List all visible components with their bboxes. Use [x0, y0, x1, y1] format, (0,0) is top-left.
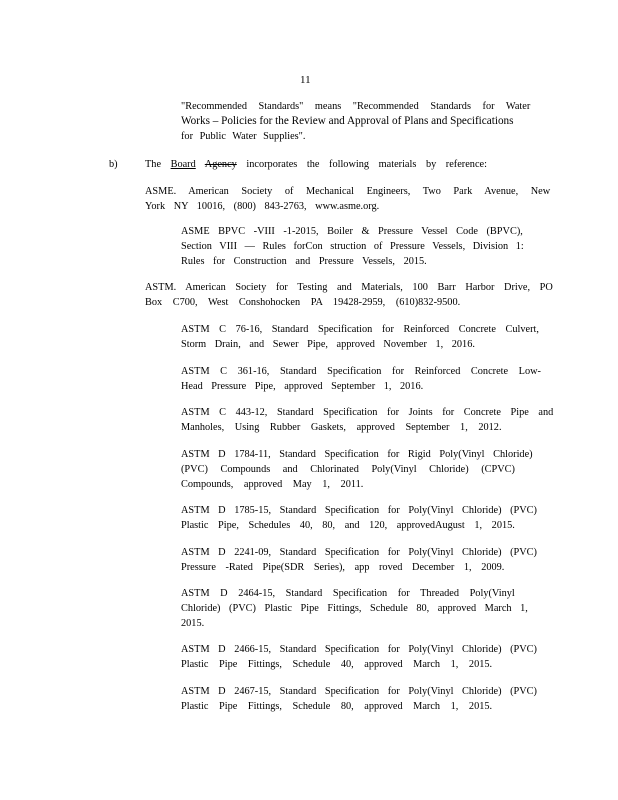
source-line: ASME. American Society of Mechanical Engineers, Two Park Avenue, New: [145, 186, 551, 197]
astm-entry: [181, 447, 536, 492]
page-number: 11: [300, 74, 311, 86]
astm-entry: [181, 684, 536, 714]
entry-line: ASTM C 443-12, Standard Specification for Joints for Concrete Pipe and: [181, 407, 554, 418]
entry-line: Plastic Pipe, Schedules 40, 80, and 120, approvedAugust 1, 2015.: [181, 520, 515, 531]
entry-line: Storm Drain, and Sewer Pipe, approved November 1, 2016.: [181, 339, 475, 350]
entry-line: ASME BPVC -VIII -1-2015, Boiler & Pressure Vessel Code (BPVC),: [181, 226, 523, 237]
entry-line: ASTM D 2466-15, Standard Specification for Poly(Vinyl Chloride) (PVC): [181, 644, 537, 655]
inserted-text-board: Board: [170, 159, 196, 170]
entry-line: ASTM D 2467-15, Standard Specification for Poly(Vinyl Chloride) (PVC): [181, 686, 537, 697]
entry-line: Rules for Construction and Pressure Vessels, 2015.: [181, 256, 427, 267]
entry-line: Head Pressure Pipe, approved September 1, 2016.: [181, 381, 424, 392]
entry-line: Plastic Pipe Fittings, Schedule 80, approved March 1, 2015.: [181, 701, 493, 712]
asme-entry: [181, 224, 524, 269]
entry-line: ASTM C 361-16, Standard Specification for Reinforced Concrete Low-: [181, 366, 541, 377]
recommended-standards-definition: [181, 99, 536, 144]
entry-line: (PVC) Compounds and Chlorinated Poly(Vinyl Chloride) (CPVC): [181, 464, 515, 475]
entry-line: Pressure -Rated Pipe(SDR Series), app roved December 1, 2009.: [181, 562, 505, 573]
astm-entry: [181, 405, 554, 435]
entry-line: ASTM C 76-16, Standard Specification for Reinforced Concrete Culvert,: [181, 324, 539, 335]
definition-line: "Recommended Standards" means "Recommended Standards for Water: [181, 101, 531, 112]
entry-line: ASTM D 2241-09, Standard Specification for Poly(Vinyl Chloride) (PVC): [181, 547, 537, 558]
astm-entry: [181, 642, 536, 672]
entry-line: ASTM D 2464-15, Standard Specification for Threaded Poly(Vinyl: [181, 588, 515, 599]
astm-entry: [181, 586, 536, 631]
intro-rest: incorporates the following materials by reference:: [246, 159, 487, 170]
intro-prefix: The: [145, 159, 171, 170]
entry-line: Section VIII — Rules forCon struction of Pressure Vessels, Division 1:: [181, 241, 524, 252]
astm-entry: [181, 503, 536, 533]
entry-line: Chloride) (PVC) Plastic Pipe Fittings, Schedule 80, approved March 1,: [181, 603, 528, 614]
section-label: b): [109, 159, 118, 170]
source-line: York NY 10016, (800) 843-2763, www.asme.org.: [145, 201, 380, 212]
definition-line: Works – Policies for the Review and Approval of Plans and Specifications: [181, 115, 514, 127]
entry-line: Compounds, approved May 1, 2011.: [181, 479, 364, 490]
source-line: ASTM. American Society for Testing and Materials, 100 Barr Harbor Drive, PO: [145, 282, 553, 293]
source-line: Box C700, West Conshohocken PA 19428-2959, (610)832-9500.: [145, 297, 461, 308]
entry-line: ASTM D 1784-11, Standard Specification for Rigid Poly(Vinyl Chloride): [181, 449, 533, 460]
astm-entry: [181, 322, 539, 352]
entry-line: 2015.: [181, 618, 205, 629]
entry-line: ASTM D 1785-15, Standard Specification for Poly(Vinyl Chloride) (PVC): [181, 505, 537, 516]
section-b-intro: [145, 157, 487, 172]
definition-line: for Public Water Supplies".: [181, 131, 306, 142]
deleted-text-agency: Agency: [204, 159, 237, 170]
entry-line: Manholes, Using Rubber Gaskets, approved September 1, 2012.: [181, 422, 502, 433]
entry-line: Plastic Pipe Fittings, Schedule 40, approved March 1, 2015.: [181, 659, 493, 670]
astm-entry: [181, 364, 541, 394]
astm-source: [145, 280, 553, 310]
astm-entry: [181, 545, 536, 575]
asme-source: [145, 184, 551, 214]
